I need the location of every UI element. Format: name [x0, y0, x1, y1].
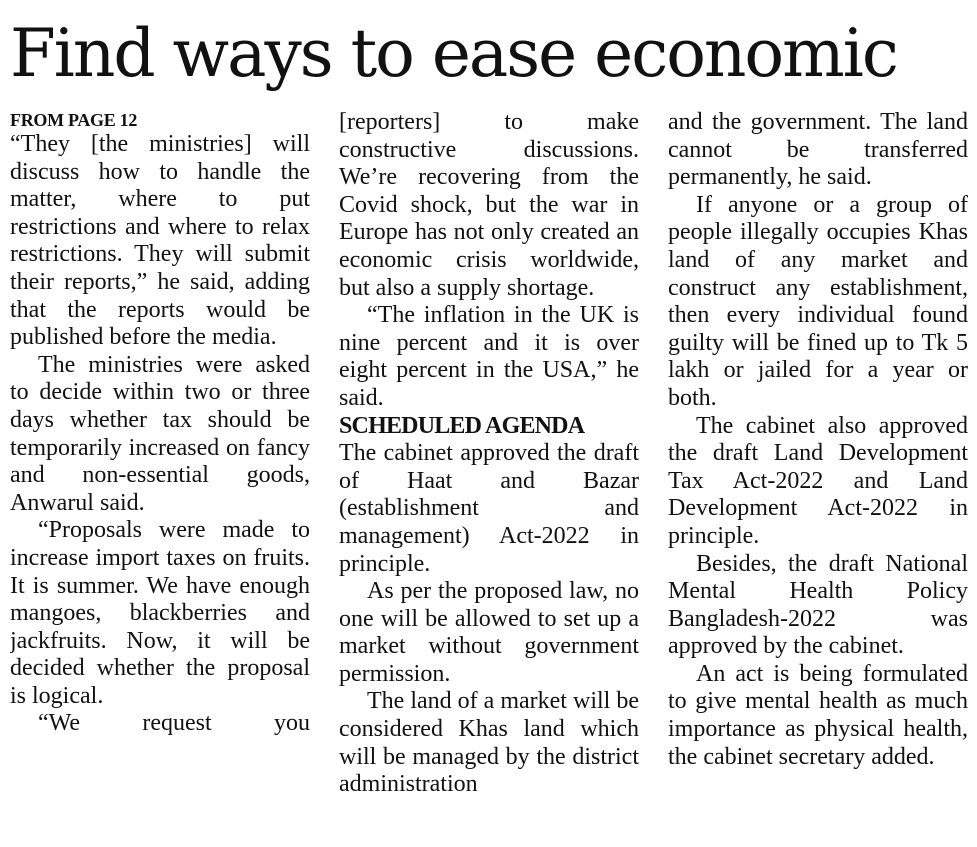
paragraph: [reporters] to make constructive discussions. We’re recovering from the Covid shock, but the war in Europe has not only created an economic crisis worldwide, but also a supply shortage.	[339, 109, 639, 301]
paragraph: The land of a market will be considered Khas land which will be managed by the district administration	[339, 688, 639, 798]
paragraph: “The inflation in the UK is nine percent and it is over eight percent in the USA,” he said.	[339, 302, 639, 411]
column-2	[339, 109, 639, 845]
paragraph: The cabinet also approved the draft Land Development Tax Act-2022 and Land Development Act-2022 in principle.	[668, 412, 968, 549]
column-3	[668, 109, 968, 845]
paragraph: The ministries were asked to decide within two or three days whether tax should be temporarily increased on fancy and non-essential goods, Anwarul said.	[10, 351, 310, 516]
paragraph: and the government. The land cannot be transferred permanently, he said.	[668, 109, 968, 191]
paragraph: If anyone or a group of people illegally occupies Khas land of any market and construct any establishment, then every individual found guilty will be fined up to Tk 5 lakh or jailed for a year or both.	[668, 191, 968, 411]
subheading: SCHEDULED AGENDA	[339, 412, 585, 439]
paragraph: The cabinet approved the draft of Haat and Bazar (establishment and management) Act-2022 in principle.	[339, 440, 639, 577]
article-columns	[10, 109, 968, 845]
paragraph: As per the proposed law, no one will be allowed to set up a market without government permission.	[339, 578, 639, 687]
paragraph: “They [the ministries] will discuss how to handle the matter, where to put restrictions and where to relax restrictions. They will submit their reports,” he said, adding that the reports would be published before the media.	[10, 131, 310, 351]
headline: Find ways to ease economic	[10, 15, 897, 92]
kicker: FROM PAGE 12	[10, 110, 138, 130]
paragraph: An act is being formulated to give mental health as much importance as physical health, the cabinet secretary added.	[668, 660, 968, 770]
paragraph: Besides, the draft National Mental Health Policy Bangladesh-2022 was approved by the cabinet.	[668, 550, 968, 660]
paragraph: “We request you	[38, 710, 310, 737]
column-1	[10, 109, 310, 845]
paragraph: “Proposals were made to increase import taxes on fruits. It is summer. We have enough mangoes, blackberries and jackfruits. Now, it will be decided whether the proposal is logical.	[10, 517, 310, 709]
